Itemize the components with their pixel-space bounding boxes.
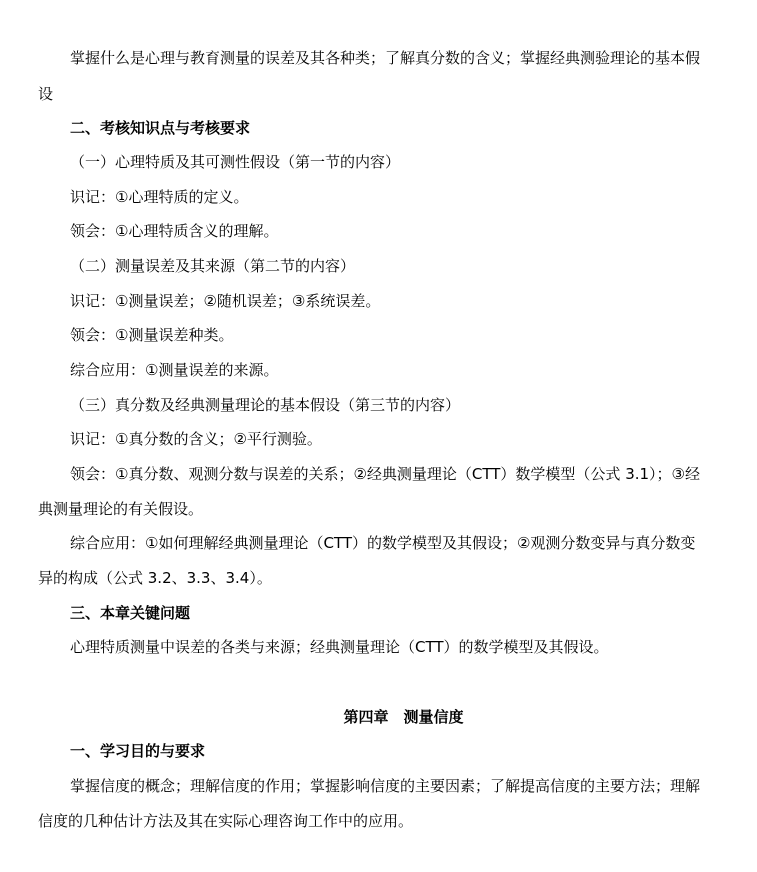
part1-recall: 识记：①心理特质的定义。 xyxy=(70,188,249,206)
part3-title: （三）真分数及经典测量理论的基本假设（第三节的内容） xyxy=(70,396,461,414)
part3-understand-line-1: 领会：①真分数、观测分数与误差的关系；②经典测量理论（CTT）数学模型（公式 3.1）；③经 xyxy=(70,465,701,483)
exam-requirements-heading: 二、考核知识点与考核要求 xyxy=(70,119,251,137)
key-issues-text: 心理特质测量中误差的各类与来源；经典测量理论（CTT）的数学模型及其假设。 xyxy=(70,638,609,656)
chapter-4-goals-line-2: 信度的几种估计方法及其在实际心理咨询工作中的应用。 xyxy=(38,812,414,830)
part3-apply-line-2: 异的构成（公式 3.2、3.3、3.4）。 xyxy=(38,569,272,587)
part1-title: （一）心理特质及其可测性假设（第一节的内容） xyxy=(70,153,401,171)
part3-recall: 识记：①真分数的含义；②平行测验。 xyxy=(70,430,322,448)
intro-line-2: 设 xyxy=(38,85,54,103)
part2-recall: 识记：①测量误差；②随机误差；③系统误差。 xyxy=(70,292,381,310)
intro-line-1: 掌握什么是心理与教育测量的误差及其各种类；了解真分数的含义；掌握经典测验理论的基本假 xyxy=(70,49,701,67)
part2-title: （二）测量误差及其来源（第二节的内容） xyxy=(70,257,356,275)
key-issues-heading: 三、本章关键问题 xyxy=(70,604,191,622)
part3-understand-line-2: 典测量理论的有关假设。 xyxy=(38,500,204,518)
chapter-4-goals-heading: 一、学习目的与要求 xyxy=(70,742,206,760)
chapter-4-title: 第四章 测量信度 xyxy=(343,708,464,726)
part1-understand: 领会：①心理特质含义的理解。 xyxy=(70,222,279,240)
part2-apply: 综合应用：①测量误差的来源。 xyxy=(70,361,279,379)
part2-understand: 领会：①测量误差种类。 xyxy=(70,326,234,344)
chapter-4-goals-line-1: 掌握信度的概念；理解信度的作用；掌握影响信度的主要因素；了解提高信度的主要方法；理解 xyxy=(70,777,701,795)
part3-apply-line-1: 综合应用：①如何理解经典测量理论（CTT）的数学模型及其假设；②观测分数变异与真分数变 xyxy=(70,534,696,552)
